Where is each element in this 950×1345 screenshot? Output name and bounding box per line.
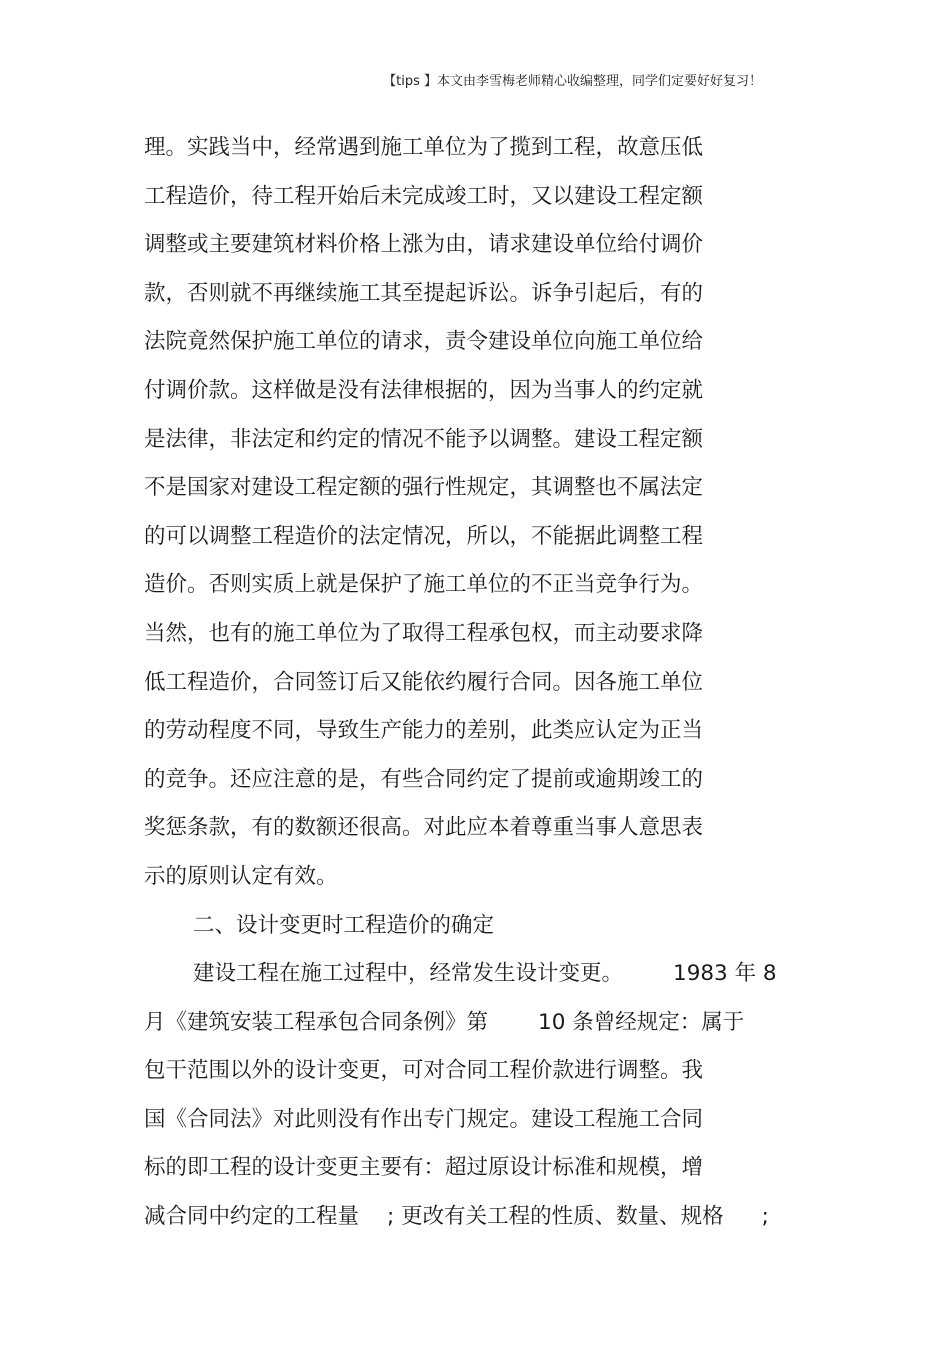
text-fragment: 减合同中约定的工程量	[144, 1204, 360, 1230]
text-line: 调整或主要建筑材料价格上涨为由，请求建设单位给付调价	[144, 232, 704, 258]
text-line: 款，否则就不再继续施工其至提起诉讼。诉争引起后，有的	[144, 280, 704, 306]
text-line: 的可以调整工程造价的法定情况，所以，不能据此调整工程	[144, 523, 704, 549]
text-line: 示的原则认定有效。	[144, 863, 338, 889]
paragraph-line	[144, 1193, 824, 1242]
document-body	[144, 124, 824, 1242]
text-line: 是法律，非法定和约定的情况不能予以调整。建设工程定额	[144, 426, 704, 452]
text-line: 奖惩条款，有的数额还很高。对此应本着尊重当事人意思表	[144, 815, 704, 841]
paragraph-line	[144, 950, 824, 999]
paragraph-line	[144, 999, 824, 1048]
text-fragment: 建设工程在施工过程中，经常发生设计变更。	[193, 961, 624, 987]
text-fragment: ;	[761, 1204, 769, 1230]
text-line: 付调价款。这样做是没有法律根据的，因为当事人的约定就	[144, 377, 704, 403]
text-line: 造价。否则实质上就是保护了施工单位的不正当竞争行为。	[144, 572, 704, 598]
text-line: 当然，也有的施工单位为了取得工程承包权，而主动要求降	[144, 620, 704, 646]
text-line: 法院竟然保护施工单位的请求，责令建设单位向施工单位给	[144, 329, 704, 355]
paragraph-line: 标的即工程的设计变更主要有：超过原设计标准和规模，增	[144, 1155, 704, 1181]
paragraph-line: 国《合同法》对此则没有作出专门规定。建设工程施工合同	[144, 1106, 704, 1132]
header-tips-note: 【tips 】本文由李雪梅老师精心收编整理，同学们定要好好复习！	[383, 74, 762, 89]
text-fragment: ; 更改有关工程的性质、数量、规格	[387, 1204, 724, 1230]
text-fragment: 月《建筑安装工程承包合同条例》第	[144, 1009, 489, 1035]
text-fragment: 10 条曾经规定：属于	[538, 1009, 745, 1035]
text-line: 不是国家对建设工程定额的强行性规定，其调整也不属法定	[144, 475, 704, 501]
section-heading: 二、设计变更时工程造价的确定	[193, 912, 495, 938]
text-line: 的竞争。还应注意的是，有些合同约定了提前或逾期竣工的	[144, 766, 704, 792]
text-fragment: 1983 年 8	[673, 961, 777, 987]
text-line: 理。实践当中，经常遇到施工单位为了揽到工程，故意压低	[144, 135, 704, 160]
paragraph-line: 包干范围以外的设计变更，可对合同工程价款进行调整。我	[144, 1058, 704, 1084]
text-line: 的劳动程度不同，导致生产能力的差别，此类应认定为正当	[144, 718, 704, 744]
text-line: 低工程造价，合同签订后又能依约履行合同。因各施工单位	[144, 669, 704, 695]
text-line: 工程造价，待工程开始后未完成竣工时，又以建设工程定额	[144, 183, 704, 209]
